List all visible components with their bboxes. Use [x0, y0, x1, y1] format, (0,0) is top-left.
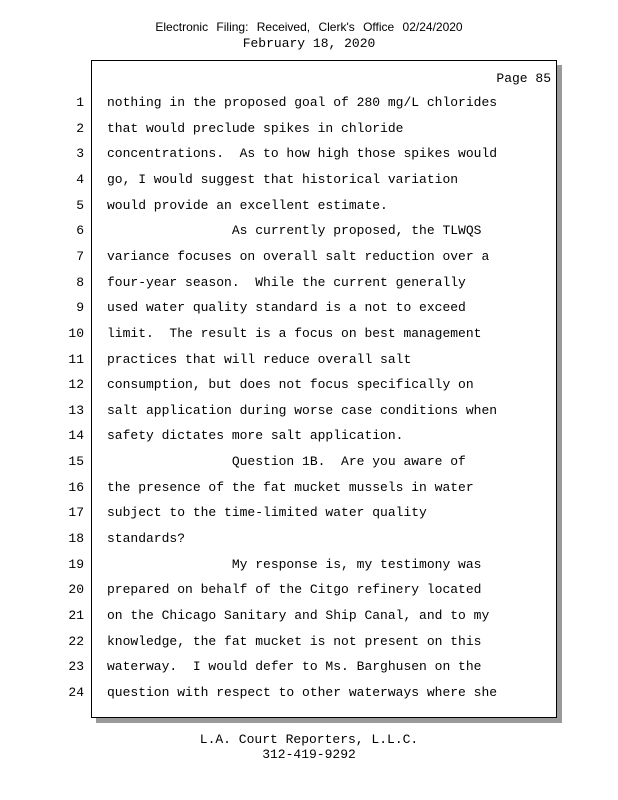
line-text: question with respect to other waterways where she	[107, 684, 498, 700]
line-number: 16	[68, 479, 84, 495]
transcript-line	[0, 275, 618, 295]
line-text: prepared on behalf of the Citgo refinery located	[107, 582, 482, 598]
transcript-line	[0, 121, 618, 141]
transcript-line	[0, 95, 618, 115]
reporter-company: L.A. Court Reporters, L.L.C.	[199, 732, 419, 747]
transcript-line	[0, 454, 618, 474]
line-text: variance focuses on overall salt reduction over a	[107, 248, 490, 264]
line-number: 18	[68, 531, 84, 547]
line-number: 3	[76, 146, 84, 162]
line-text: go, I would suggest that historical variation	[107, 171, 459, 187]
transcript-line	[0, 198, 618, 218]
line-text: concentrations. As to how high those spikes would	[107, 146, 498, 162]
line-number: 4	[76, 171, 84, 187]
line-number: 20	[68, 582, 84, 598]
page-number: Page 85	[496, 71, 551, 86]
line-number: 8	[76, 274, 84, 290]
transcript-line	[0, 300, 618, 320]
transcript-line	[0, 480, 618, 500]
line-text: As currently proposed, the TLWQS	[107, 223, 482, 239]
transcript-line	[0, 634, 618, 654]
line-number: 15	[68, 454, 84, 470]
line-text: on the Chicago Sanitary and Ship Canal, and to my	[107, 608, 490, 623]
line-text: subject to the time-limited water quality	[107, 505, 427, 521]
line-text: knowledge, the fat mucket is not present on this	[107, 633, 482, 649]
line-number: 2	[76, 120, 84, 136]
line-number: 23	[68, 659, 84, 675]
line-number: 5	[76, 197, 84, 213]
filing-stamp: Electronic Filing: Received, Clerk's Office 02/24/2020	[155, 20, 463, 34]
line-text: standards?	[107, 531, 186, 547]
line-text: practices that will reduce overall salt	[107, 351, 412, 367]
transcript-line	[0, 146, 618, 166]
line-text: used water quality standard is a not to exceed	[107, 300, 466, 316]
transcript-line	[0, 352, 618, 372]
transcript-line	[0, 172, 618, 192]
line-text: salt application during worse case conditions when	[107, 402, 498, 418]
line-number: 9	[76, 300, 84, 316]
line-text: safety dictates more salt application.	[107, 428, 404, 444]
line-number: 6	[76, 223, 84, 239]
line-number: 1	[76, 95, 84, 110]
transcript-line	[0, 505, 618, 525]
line-number: 12	[68, 377, 84, 393]
transcript-line	[0, 685, 618, 705]
transcript-line	[0, 428, 618, 448]
line-number: 14	[68, 428, 84, 444]
line-number: 21	[68, 608, 84, 623]
transcript-line	[0, 557, 618, 577]
transcript-line	[0, 249, 618, 269]
line-text: limit. The result is a focus on best management	[107, 325, 482, 341]
line-text: waterway. I would defer to Ms. Barghusen on the	[107, 659, 482, 675]
transcript-line	[0, 377, 618, 397]
line-number: 11	[68, 351, 84, 367]
transcript-line	[0, 582, 618, 602]
transcript-line	[0, 403, 618, 423]
line-text: would provide an excellent estimate.	[107, 197, 388, 213]
line-number: 19	[68, 556, 84, 572]
transcript-line	[0, 223, 618, 243]
transcript-line	[0, 326, 618, 346]
transcript-line	[0, 531, 618, 551]
line-number: 10	[68, 325, 84, 341]
reporter-phone: 312-419-9292	[262, 747, 356, 762]
line-number: 22	[68, 633, 84, 649]
line-text: nothing in the proposed goal of 280 mg/L chlorides	[107, 95, 498, 110]
line-text: four-year season. While the current generally	[107, 274, 466, 290]
transcript-line	[0, 608, 618, 628]
transcript-date: February 18, 2020	[242, 36, 376, 51]
transcript-line	[0, 659, 618, 679]
line-number: 24	[68, 684, 84, 700]
line-text: consumption, but does not focus specifically on	[107, 377, 474, 393]
line-number: 17	[68, 505, 84, 521]
line-number: 7	[76, 248, 84, 264]
line-text: Question 1B. Are you aware of	[107, 454, 466, 470]
footer	[0, 732, 618, 762]
line-text: that would preclude spikes in chloride	[107, 120, 404, 136]
line-text: My response is, my testimony was	[107, 556, 482, 572]
line-text: the presence of the fat mucket mussels in water	[107, 479, 474, 495]
line-number: 13	[68, 402, 84, 418]
